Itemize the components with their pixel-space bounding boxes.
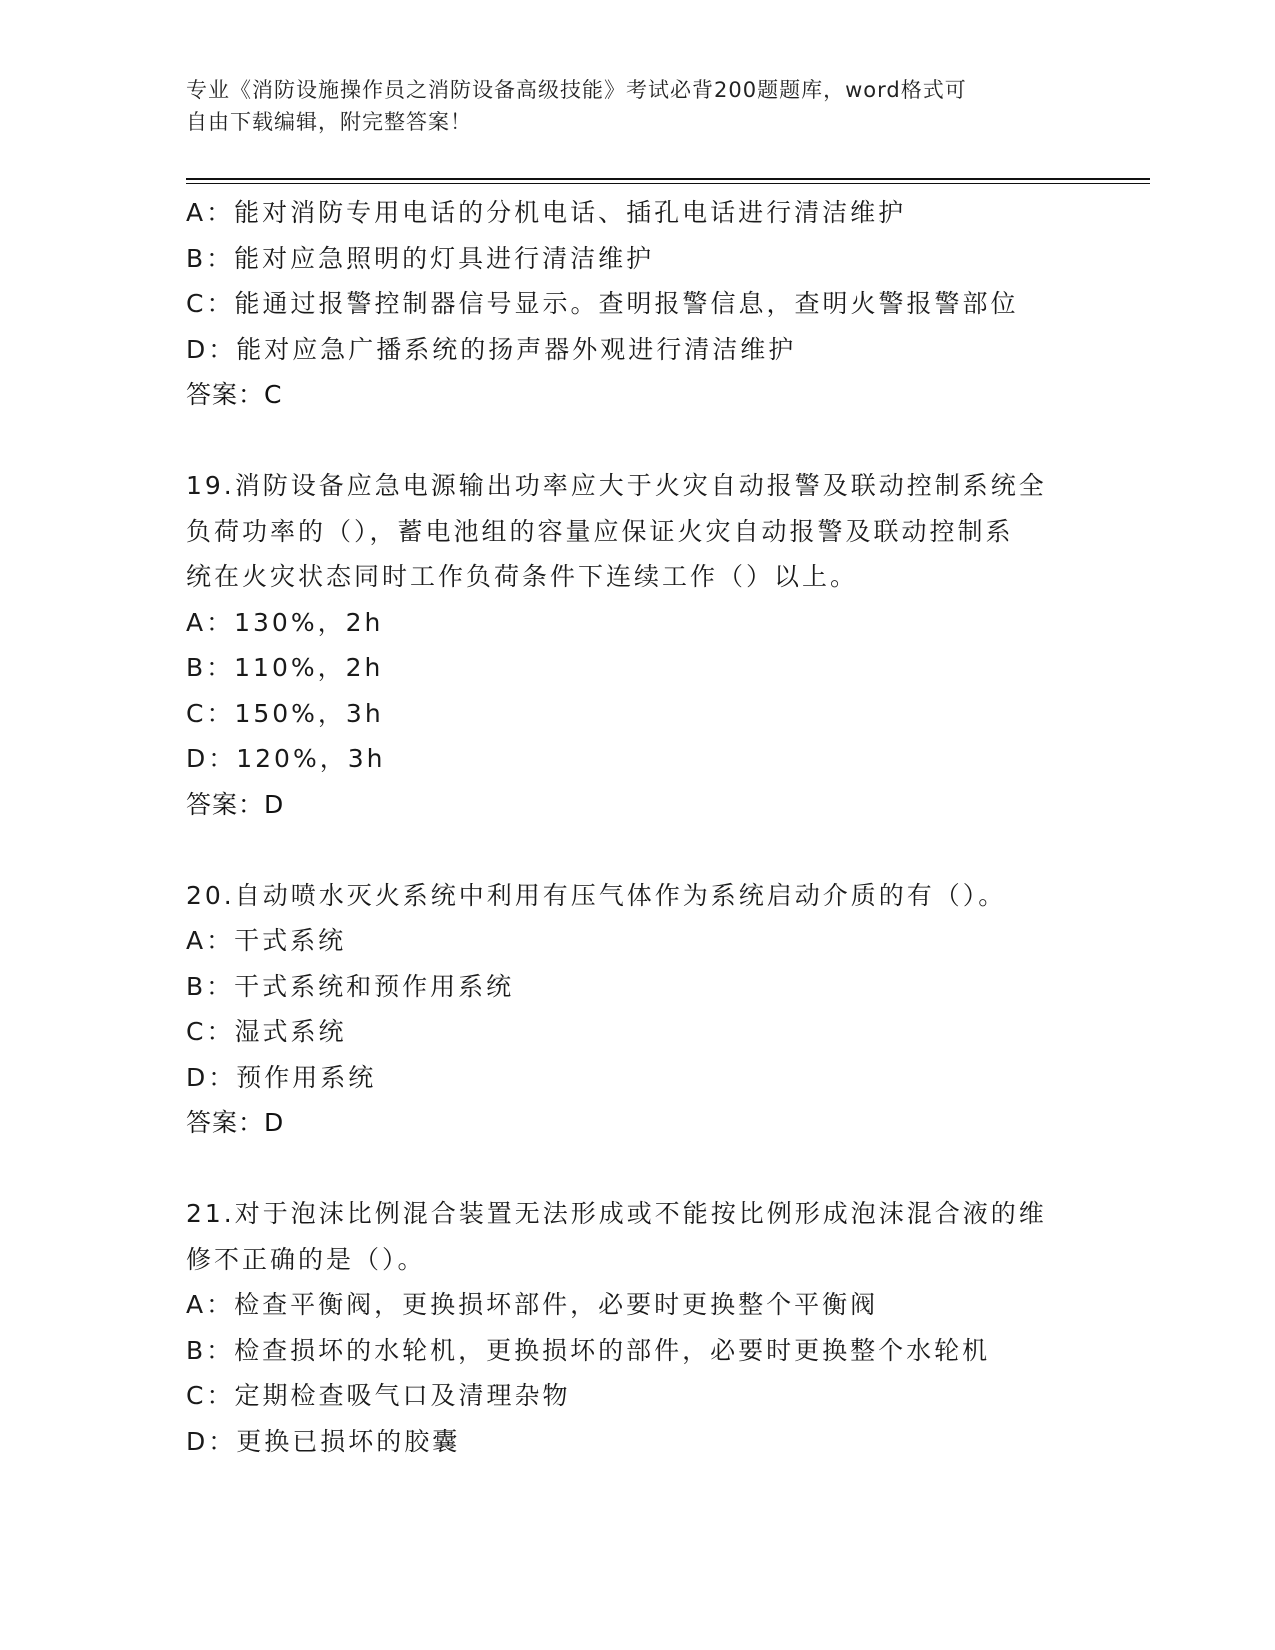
option-b: B：干式系统和预作用系统 xyxy=(186,971,515,1001)
option-c: C：定期检查吸气口及清理杂物 xyxy=(186,1381,571,1410)
option-d: D：预作用系统 xyxy=(186,1062,377,1092)
option-a: A：检查平衡阀，更换损坏部件，必要时更换整个平衡阀 xyxy=(186,1290,879,1319)
question-stem-line: 负荷功率的（），蓄电池组的容量应保证火灾自动报警及联动控制系 xyxy=(186,516,1014,546)
answer-label: 答案：D xyxy=(186,1108,285,1137)
spacer xyxy=(186,1146,1086,1192)
spacer xyxy=(186,827,1086,873)
header-rule-thick xyxy=(186,178,1150,180)
question-19-block xyxy=(186,463,1086,827)
document-header xyxy=(186,74,1066,138)
question-21-block xyxy=(186,1191,1086,1464)
option-d: D：更换已损坏的胶囊 xyxy=(186,1426,461,1456)
answer-label: 答案：D xyxy=(186,789,285,819)
option-c: C：湿式系统 xyxy=(186,1017,347,1046)
header-rule-thin xyxy=(186,183,1150,184)
option-a: A：能对消防专用电话的分机电话、插孔电话进行清洁维护 xyxy=(186,198,907,227)
option-b: B：110%，2h xyxy=(186,653,384,682)
spacer xyxy=(186,418,1086,464)
question-20-block xyxy=(186,873,1086,1146)
answer-label: 答案：C xyxy=(186,380,283,409)
option-a: A：干式系统 xyxy=(186,926,347,955)
question-stem-line: 统在火灾状态同时工作负荷条件下连续工作（）以上。 xyxy=(186,562,859,591)
option-a: A：130%，2h xyxy=(186,607,384,637)
question-stem-line: 20.自动喷水灭火系统中利用有压气体作为系统启动介质的有（）。 xyxy=(186,880,1007,910)
option-c: C：150%，3h xyxy=(186,698,384,728)
option-d: D：120%，3h xyxy=(186,744,386,773)
header-line-1: 专业《消防设施操作员之消防设备高级技能》考试必背200题题库，word格式可 xyxy=(186,78,967,102)
header-line-2: 自由下载编辑，附完整答案！ xyxy=(186,110,472,134)
question-stem-line: 21.对于泡沫比例混合装置无法形成或不能按比例形成泡沫混合液的维 xyxy=(186,1199,1047,1228)
option-c: C：能通过报警控制器信号显示。查明报警信息，查明火警报警部位 xyxy=(186,289,1019,318)
question-stem-line: 19.消防设备应急电源输出功率应大于火灾自动报警及联动控制系统全 xyxy=(186,471,1047,500)
option-b: B：能对应急照明的灯具进行清洁维护 xyxy=(186,243,655,273)
question-list xyxy=(186,190,1086,1464)
option-d: D：能对应急广播系统的扬声器外观进行清洁维护 xyxy=(186,334,797,364)
prev-question-block xyxy=(186,190,1086,418)
option-b: B：检查损坏的水轮机，更换损坏的部件，必要时更换整个水轮机 xyxy=(186,1335,991,1365)
question-stem-line: 修不正确的是（）。 xyxy=(186,1244,426,1274)
